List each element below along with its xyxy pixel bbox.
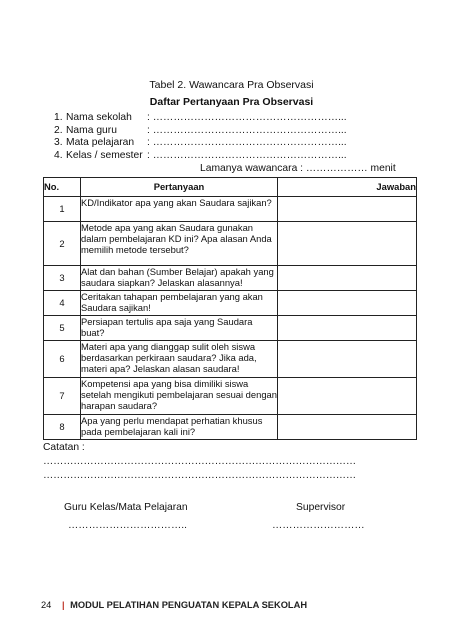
field-class-semester [54,150,394,163]
row-answer-cell [278,415,417,440]
row-answer-cell [278,316,417,341]
row-question: Alat dan bahan (Sumber Belajar) apakah yang saudara siapkan? Jelaskan alasannya! [81,266,278,291]
table-row [44,222,417,266]
field-blank: : ………………………………………………... [147,124,347,136]
row-question: Apa yang perlu mendapat perhatian khusus pada pembelajaran kali ini? [81,415,278,440]
field-label: Kelas / semester [66,149,143,161]
row-question: Persiapan tertulis apa saja yang Saudara buat? [81,316,278,341]
supervisor-signature-label: Supervisor [296,502,346,513]
notes-line: ………………………………………………………………………………… [43,456,357,467]
field-school-name [54,112,394,125]
table-header-row [44,178,417,197]
field-label: Nama sekolah [66,112,132,123]
field-number: 3. [54,137,63,148]
row-number: 7 [44,378,81,415]
footer-separator: | [61,600,65,610]
table-row [44,316,417,341]
row-answer-cell [278,341,417,378]
form-heading: Daftar Pertanyaan Pra Observasi [149,96,314,108]
table-caption: Tabel 2. Wawancara Pra Observasi [149,79,314,91]
row-question: Ceritakan tahapan pembelajaran yang akan Saudara sajikan! [81,291,278,316]
row-answer-cell [278,266,417,291]
row-number: 6 [44,341,81,378]
table-row [44,266,417,291]
field-number: 4. [54,149,63,161]
row-number: 3 [44,266,81,291]
row-number: 2 [44,222,81,266]
identity-fields [54,112,394,162]
teacher-signature-label: Guru Kelas/Mata Pelajaran [64,502,188,513]
field-blank: : ………………………………………………... [147,112,347,123]
field-subject [54,137,394,150]
header-question: Pertanyaan [81,178,278,197]
question-table [43,177,417,440]
row-question: Metode apa yang akan Saudara gunakan dalam pembelajaran KD ini? Apa alasan Anda memilih metode tersebut? [81,222,278,266]
field-teacher-name [54,125,394,138]
notes-section [43,442,373,484]
row-number: 1 [44,197,81,222]
row-question: Materi apa yang dianggap sulit oleh siswa berdasarkan perkiraan saudara? Jika ada, materi apa? Jelaskan alasan saudara! [81,341,278,378]
supervisor-signature-line: ……………………… [272,520,365,531]
footer-title: MODUL PELATIHAN PENGUATAN KEPALA SEKOLAH [70,600,308,610]
field-blank: : ………………………………………………... [147,149,347,161]
row-number: 8 [44,415,81,440]
header-no: No. [44,178,81,197]
table-row [44,291,417,316]
interview-duration: Lamanya wawancara : ……………… menit [200,163,396,174]
table-row [44,341,417,378]
page-number: 24 [41,600,52,610]
row-question: Kompetensi apa yang bisa dimiliki siswa setelah mengikuti pembelajaran sesuai dengan harapan saudara? [81,378,278,415]
notes-label: Catatan : [43,442,85,453]
page-footer [41,600,307,610]
field-number: 1. [54,112,63,123]
row-answer-cell [278,197,417,222]
field-blank: : ………………………………………………... [147,137,347,148]
row-answer-cell [278,222,417,266]
row-answer-cell [278,291,417,316]
notes-line: ………………………………………………………………………………… [43,470,357,481]
table-row [44,378,417,415]
row-number: 4 [44,291,81,316]
table-row [44,197,417,222]
field-label: Mata pelajaran [66,137,135,148]
field-label: Nama guru [66,124,117,136]
teacher-signature-line: …………………………….. [68,520,187,531]
field-number: 2. [54,124,63,136]
table-row [44,415,417,440]
row-question: KD/Indikator apa yang akan Saudara sajikan? [81,197,278,222]
row-answer-cell [278,378,417,415]
row-number: 5 [44,316,81,341]
header-answer: Jawaban [278,178,417,197]
